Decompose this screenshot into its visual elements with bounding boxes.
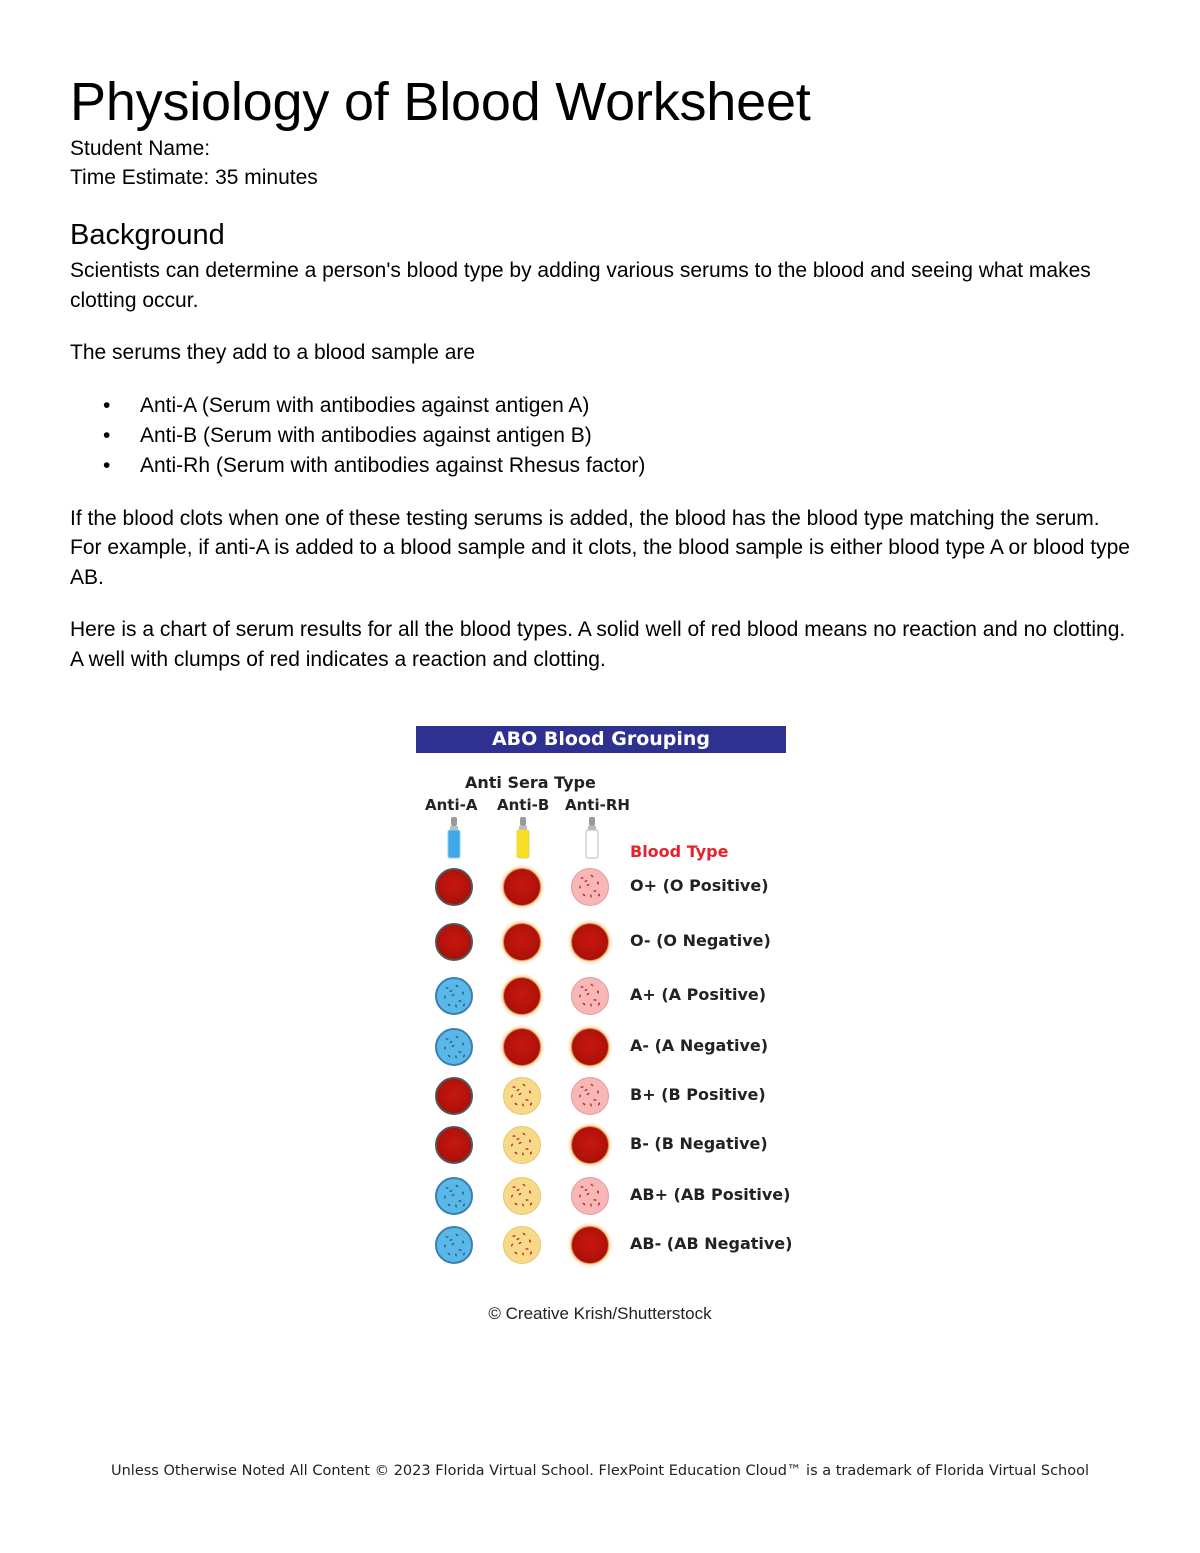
clot-speck [455, 1035, 459, 1038]
clot-speck [512, 1235, 515, 1237]
solid-blood-well [503, 1028, 541, 1066]
blood-type-label: O- (O Negative) [630, 931, 771, 950]
clot-speck [522, 1252, 524, 1255]
clot-speck [445, 1187, 448, 1189]
clotted-blood-well [435, 1226, 473, 1264]
clot-speck [529, 1190, 531, 1194]
clot-speck [447, 1252, 450, 1255]
clot-speck [598, 893, 601, 897]
clot-speck [593, 1199, 596, 1201]
clot-speck [518, 1192, 522, 1195]
image-credit: © Creative Krish/Shutterstock [488, 1304, 712, 1323]
clot-speckles [437, 1179, 471, 1213]
solid-blood-well [435, 1126, 473, 1164]
clot-speckles [437, 1228, 471, 1262]
bullet-icon: • [103, 423, 111, 447]
copyright-footer: Unless Otherwise Noted All Content © 2023 Florida Virtual School. FlexPoint Education Cloud™ is a trademark of Florida Virtual School [110, 1463, 1090, 1479]
clot-speck [516, 1238, 520, 1241]
clot-speck [522, 1183, 526, 1186]
clot-speckles [504, 1127, 538, 1161]
clot-speck [462, 1240, 464, 1244]
clot-speck [590, 1183, 594, 1186]
clot-speck [590, 1203, 592, 1206]
solid-blood-well [503, 977, 541, 1015]
clot-speck [463, 1054, 466, 1058]
clot-speck [514, 1251, 517, 1254]
solid-blood-well [571, 1226, 609, 1264]
clot-speck [463, 1203, 466, 1207]
abo-blood-grouping-chart [415, 725, 795, 1285]
clot-speck [511, 1094, 514, 1098]
clotted-blood-well [435, 1028, 473, 1066]
solid-blood-well [503, 923, 541, 961]
clot-speck [580, 1186, 583, 1188]
clot-speckles [437, 1030, 471, 1064]
worksheet-content [70, 70, 1130, 697]
clotted-blood-well [435, 977, 473, 1015]
clot-speckles [572, 869, 606, 903]
clot-speck [512, 1135, 515, 1137]
clot-speck [462, 991, 464, 995]
background-heading: Background [70, 219, 225, 251]
solid-blood-well [435, 1077, 473, 1115]
clotted-blood-well [503, 1177, 541, 1215]
clot-speck [447, 1003, 450, 1006]
anti-a-dropper-icon [447, 817, 461, 859]
clot-speck [451, 993, 455, 996]
clot-speck [463, 1003, 466, 1007]
clot-speck [455, 1184, 459, 1187]
clot-speckles [437, 979, 471, 1013]
clot-speck [590, 1003, 592, 1006]
clot-speck [516, 1189, 520, 1192]
clot-speck [582, 893, 585, 896]
clotted-blood-well [435, 1177, 473, 1215]
solid-blood-well [435, 868, 473, 906]
clot-speck [455, 984, 459, 987]
clot-speck [584, 1089, 588, 1092]
column-label-anti-b: Anti-B [497, 796, 550, 814]
clot-speck [444, 1244, 447, 1248]
clot-speckles [572, 1178, 606, 1212]
clot-speck [525, 1248, 528, 1250]
clot-speck [530, 1251, 533, 1255]
clot-speck [458, 1000, 461, 1002]
clotted-blood-well [503, 1226, 541, 1264]
clot-speck [451, 1193, 455, 1196]
clot-speck [518, 1241, 522, 1244]
clot-speck [512, 1186, 515, 1188]
clot-speck [598, 1002, 601, 1006]
clot-speck [451, 1242, 455, 1245]
clot-speck [449, 1041, 453, 1044]
clot-speck [598, 1202, 601, 1206]
clot-speck [590, 874, 594, 877]
clot-speck [597, 990, 599, 994]
anti-sera-heading: Anti Sera Type [465, 773, 596, 792]
clot-speck [525, 1148, 528, 1150]
clot-speck [444, 1046, 447, 1050]
clot-speck [584, 1189, 588, 1192]
clot-speck [516, 1089, 520, 1092]
clot-speck [580, 986, 583, 988]
clot-speck [512, 1086, 515, 1088]
clot-speck [530, 1151, 533, 1155]
clot-speck [597, 881, 599, 885]
solid-blood-well [571, 1126, 609, 1164]
paragraph-clotting: If the blood clots when one of these testing serums is added, the blood has the blood type matching the serum. For example, if anti-A is added to a blood sample and it clots, the blood sample is either blood type A or blood type AB. [70, 506, 1130, 589]
clot-speck [579, 1094, 582, 1098]
clot-speck [529, 1139, 531, 1143]
clot-speck [458, 1200, 461, 1202]
clot-speck [455, 1253, 457, 1256]
time-estimate: Time Estimate: 35 minutes [70, 166, 318, 189]
clot-speck [514, 1202, 517, 1205]
clot-speck [590, 1083, 594, 1086]
clot-speck [590, 983, 594, 986]
clot-speck [582, 1002, 585, 1005]
list-item-text: Anti-Rh (Serum with antibodies against Rhesus factor) [140, 453, 646, 477]
clot-speck [455, 1233, 459, 1236]
clot-speck [579, 1194, 582, 1198]
clot-speck [455, 1055, 457, 1058]
clot-speck [584, 880, 588, 883]
bullet-icon: • [103, 453, 111, 477]
clot-speck [447, 1054, 450, 1057]
clot-speck [445, 987, 448, 989]
clotted-blood-well [571, 1077, 609, 1115]
solid-blood-well [571, 1028, 609, 1066]
clot-speck [511, 1143, 514, 1147]
anti-b-dropper-icon [516, 817, 530, 859]
column-label-anti-rh: Anti-RH [565, 796, 630, 814]
clot-speck [580, 877, 583, 879]
paragraph-chart-intro: Here is a chart of serum results for all the blood types. A solid well of red blood means no reaction and no clotting. A well with clumps of red indicates a reaction and clotting. [70, 618, 1126, 671]
blood-type-label: A+ (A Positive) [630, 985, 767, 1004]
list-item [70, 451, 1130, 481]
clotted-blood-well [571, 1177, 609, 1215]
bullet-icon: • [103, 393, 111, 417]
serum-list [70, 391, 1130, 481]
solid-blood-well [435, 923, 473, 961]
clot-speckles [504, 1227, 538, 1261]
clot-speck [522, 1132, 526, 1135]
clot-speck [582, 1202, 585, 1205]
clotted-blood-well [503, 1077, 541, 1115]
list-item-text: Anti-A (Serum with antibodies against antigen A) [140, 393, 590, 417]
clot-speckles [504, 1178, 538, 1212]
clot-speck [522, 1203, 524, 1206]
student-name-label: Student Name: [70, 137, 211, 160]
clot-speck [458, 1051, 461, 1053]
clot-speck [586, 883, 590, 886]
clot-speck [444, 1195, 447, 1199]
clot-speck [579, 994, 582, 998]
clot-speck [584, 989, 588, 992]
list-item-text: Anti-B (Serum with antibodies against antigen B) [140, 423, 592, 447]
clot-speck [522, 1103, 524, 1106]
clot-speck [522, 1232, 526, 1235]
clot-speck [444, 995, 447, 999]
clot-speck [580, 1086, 583, 1088]
clot-speckles [504, 1078, 538, 1112]
clot-speck [445, 1236, 448, 1238]
clot-speck [449, 1190, 453, 1193]
clot-speck [593, 1099, 596, 1101]
clot-speck [518, 1092, 522, 1095]
column-label-anti-a: Anti-A [425, 796, 478, 814]
clot-speck [449, 1239, 453, 1242]
clot-speck [593, 999, 596, 1001]
chart-title: ABO Blood Grouping Interpretation [416, 726, 786, 753]
blood-type-label: AB+ (AB Positive) [630, 1185, 791, 1204]
clot-speck [449, 990, 453, 993]
blood-type-label: B- (B Negative) [630, 1134, 768, 1153]
solid-blood-well [503, 868, 541, 906]
clot-speck [525, 1199, 528, 1201]
clot-speck [516, 1138, 520, 1141]
clot-speck [514, 1151, 517, 1154]
clot-speck [447, 1203, 450, 1206]
clot-speck [530, 1202, 533, 1206]
clot-speck [462, 1042, 464, 1046]
clot-speck [579, 885, 582, 889]
clotted-blood-well [503, 1126, 541, 1164]
list-item [70, 391, 1130, 421]
paragraph-serums: The serums they add to a blood sample are [70, 341, 476, 364]
clot-speck [525, 1099, 528, 1101]
clot-speck [458, 1249, 461, 1251]
clot-speck [522, 1083, 526, 1086]
blood-type-label: A- (A Negative) [630, 1036, 769, 1055]
clot-speck [582, 1102, 585, 1105]
clot-speck [445, 1038, 448, 1040]
clot-speck [590, 1103, 592, 1106]
clot-speck [529, 1239, 531, 1243]
clot-speckles [572, 1078, 606, 1112]
anti-rh-dropper-icon [585, 817, 599, 859]
clot-speck [451, 1044, 455, 1047]
clot-speck [518, 1141, 522, 1144]
clot-speck [455, 1004, 457, 1007]
clot-speck [586, 992, 590, 995]
clotted-blood-well [571, 977, 609, 1015]
clot-speck [586, 1192, 590, 1195]
clot-speck [455, 1204, 457, 1207]
list-item [70, 421, 1130, 451]
solid-blood-well [571, 923, 609, 961]
clot-speck [511, 1194, 514, 1198]
clot-speck [529, 1090, 531, 1094]
blood-type-heading: Blood Type [630, 842, 729, 861]
clot-speck [597, 1190, 599, 1194]
clot-speck [463, 1252, 466, 1256]
clot-speck [462, 1191, 464, 1195]
clot-speck [598, 1102, 601, 1106]
clot-speck [522, 1152, 524, 1155]
clotted-blood-well [571, 868, 609, 906]
clot-speck [511, 1243, 514, 1247]
blood-type-label: O+ (O Positive) [630, 876, 769, 895]
paragraph-intro: Scientists can determine a person's blood type by adding various serums to the blood and seeing what makes clotting occur. [70, 259, 1091, 312]
clot-speck [530, 1102, 533, 1106]
clot-speck [593, 890, 596, 892]
clot-speck [590, 894, 592, 897]
clot-speck [514, 1102, 517, 1105]
blood-type-label: B+ (B Positive) [630, 1085, 766, 1104]
blood-type-label: AB- (AB Negative) [630, 1234, 793, 1253]
clot-speck [597, 1090, 599, 1094]
page-title: Physiology of Blood Worksheet [70, 72, 811, 132]
clot-speck [586, 1092, 590, 1095]
clot-speckles [572, 978, 606, 1012]
